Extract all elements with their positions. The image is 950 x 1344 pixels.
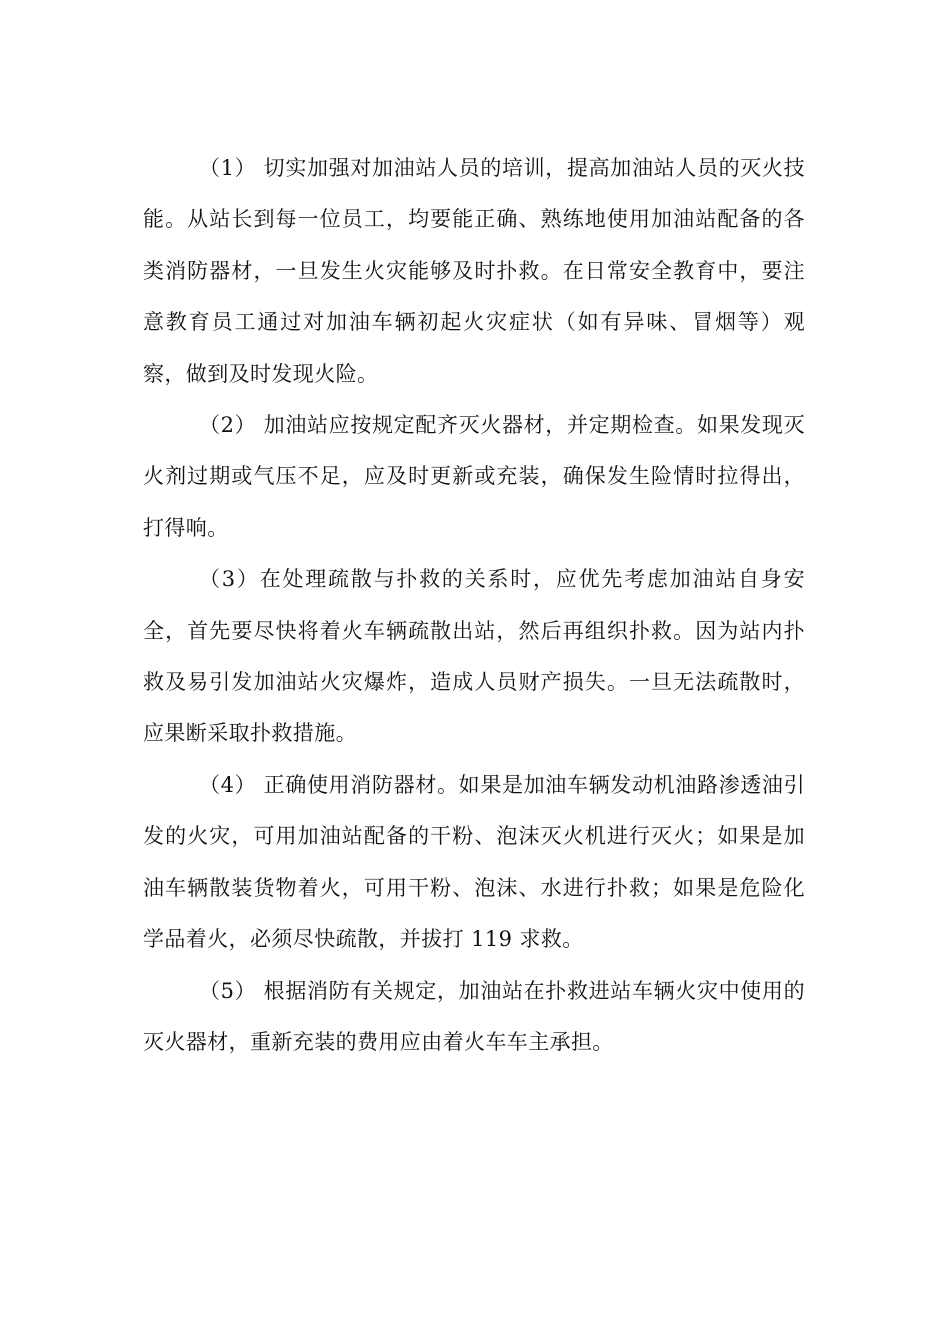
paragraph-4: （4） 正确使用消防器材。如果是加油车辆发动机油路渗透油引发的火灾，可用加油站配备的干粉、泡沫灭火机进行灭火；如果是加油车辆散装货物着火，可用干粉、泡沫、水进行扑救；如果是危险化学品着火，必须尽快疏散，并拔打 119 求救。	[143, 772, 805, 952]
paragraph-3: （3）在处理疏散与扑救的关系时，应优先考虑加油站自身安全，首先要尽快将着火车辆疏散出站，然后再组织扑救。因为站内扑救及易引发加油站火灾爆炸，造成人员财产损失。一旦无法疏散时，应果断采取扑救措施。	[143, 567, 805, 746]
paragraph-5: （5） 根据消防有关规定，加油站在扑救进站车辆火灾中使用的灭火器材，重新充装的费用应由着火车车主承担。	[143, 978, 805, 1054]
document-body	[143, 143, 805, 1068]
paragraph-1: （1） 切实加强对加油站人员的培训，提高加油站人员的灭火技能。从站长到每一位员工，均要能正确、熟练地使用加油站配备的各类消防器材，一旦发生火灾能够及时扑救。在日常安全教育中，要注意教育员工通过对加油车辆初起火灾症状（如有异味、冒烟等）观察，做到及时发现火险。	[143, 156, 805, 386]
paragraph-2: （2） 加油站应按规定配齐灭火器材，并定期检查。如果发现灭火剂过期或气压不足，应及时更新或充装，确保发生险情时拉得出，打得响。	[143, 413, 805, 540]
